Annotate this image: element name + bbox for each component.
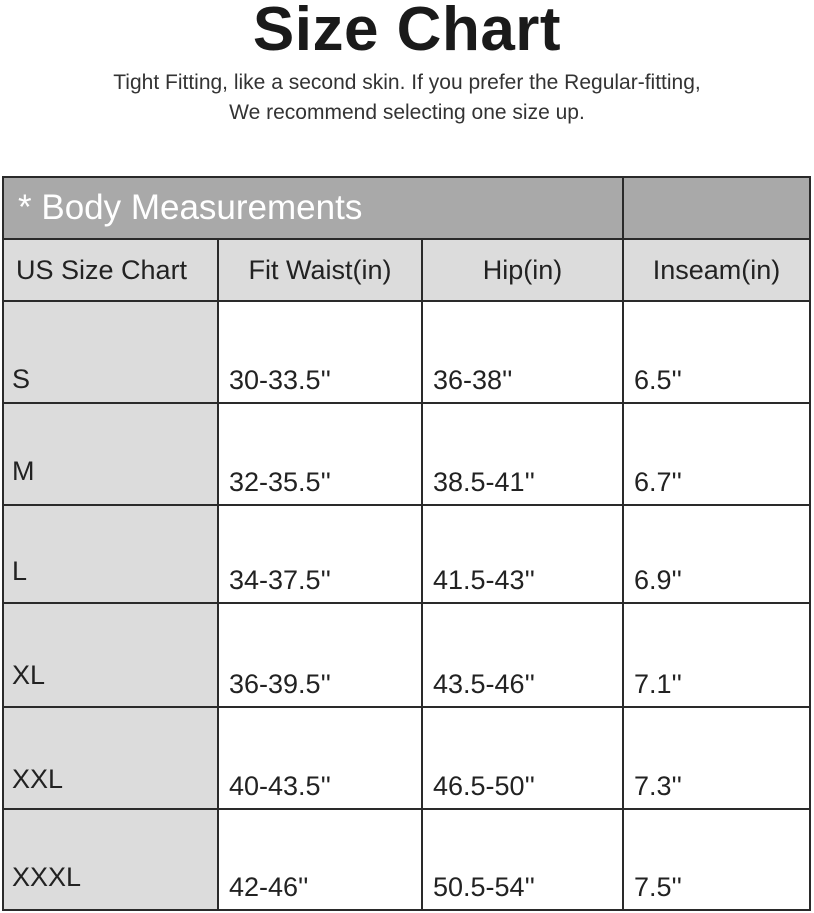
table-row-size-cell	[2, 602, 219, 708]
waist-value: 40-43.5''	[229, 771, 331, 801]
column-header-hip-label: Hip(in)	[482, 254, 563, 285]
column-header-inseam	[622, 238, 811, 302]
table-cell-hip	[421, 300, 624, 404]
table-cell-hip	[421, 706, 624, 810]
inseam-value: 6.7''	[634, 467, 682, 497]
inseam-value: 6.9''	[634, 565, 682, 595]
table-cell-inseam	[622, 504, 811, 604]
column-header-hip	[421, 238, 624, 302]
size-table	[2, 176, 811, 911]
table-cell-waist	[217, 402, 423, 506]
table-cell-inseam	[622, 602, 811, 708]
table-cell-hip	[421, 504, 624, 604]
section-header	[2, 176, 624, 240]
table-cell-waist	[217, 706, 423, 810]
fit-note-line-2: We recommend selecting one size up.	[229, 101, 585, 124]
table-row-size-cell	[2, 808, 219, 911]
table-row-size-cell	[2, 706, 219, 810]
size-label: XXXL	[12, 862, 82, 892]
hip-value: 36-38''	[433, 365, 513, 395]
table-cell-waist	[217, 602, 423, 708]
inseam-value: 7.3''	[634, 771, 682, 801]
column-header-inseam-label: Inseam(in)	[652, 254, 781, 285]
section-header-label: * Body Measurements	[18, 188, 363, 227]
waist-value: 30-33.5''	[229, 365, 331, 395]
column-header-waist	[217, 238, 423, 302]
section-header-blank	[622, 176, 811, 240]
hip-value: 46.5-50''	[433, 771, 535, 801]
size-label: L	[12, 556, 28, 586]
hip-value: 50.5-54''	[433, 872, 535, 902]
table-row-size-cell	[2, 402, 219, 506]
table-cell-inseam	[622, 808, 811, 911]
hip-value: 41.5-43''	[433, 565, 535, 595]
column-header-waist-label: Fit Waist(in)	[248, 254, 392, 285]
table-row-size-cell	[2, 300, 219, 404]
waist-value: 32-35.5''	[229, 467, 331, 497]
table-cell-inseam	[622, 300, 811, 404]
hip-value: 43.5-46''	[433, 669, 535, 699]
column-header-size-label: US Size Chart	[16, 254, 188, 285]
waist-value: 42-46''	[229, 872, 309, 902]
table-cell-hip	[421, 402, 624, 506]
table-cell-inseam	[622, 706, 811, 810]
table-cell-hip	[421, 602, 624, 708]
fit-note-line-1: Tight Fitting, like a second skin. If you prefer the Regular-fitting,	[113, 71, 701, 94]
waist-value: 36-39.5''	[229, 669, 331, 699]
column-header-size	[2, 238, 219, 302]
table-cell-waist	[217, 504, 423, 604]
waist-value: 34-37.5''	[229, 565, 331, 595]
table-cell-inseam	[622, 402, 811, 506]
inseam-value: 7.5''	[634, 872, 682, 902]
table-cell-waist	[217, 300, 423, 404]
table-cell-hip	[421, 808, 624, 911]
size-label: XL	[12, 660, 46, 690]
table-cell-waist	[217, 808, 423, 911]
inseam-value: 6.5''	[634, 365, 682, 395]
fit-note	[0, 68, 814, 128]
inseam-value: 7.1''	[634, 669, 682, 699]
hip-value: 38.5-41''	[433, 467, 535, 497]
size-label: S	[12, 364, 31, 394]
page-title: Size Chart	[252, 0, 562, 64]
table-row-size-cell	[2, 504, 219, 604]
size-label: XXL	[12, 764, 64, 794]
size-label: M	[12, 456, 35, 486]
